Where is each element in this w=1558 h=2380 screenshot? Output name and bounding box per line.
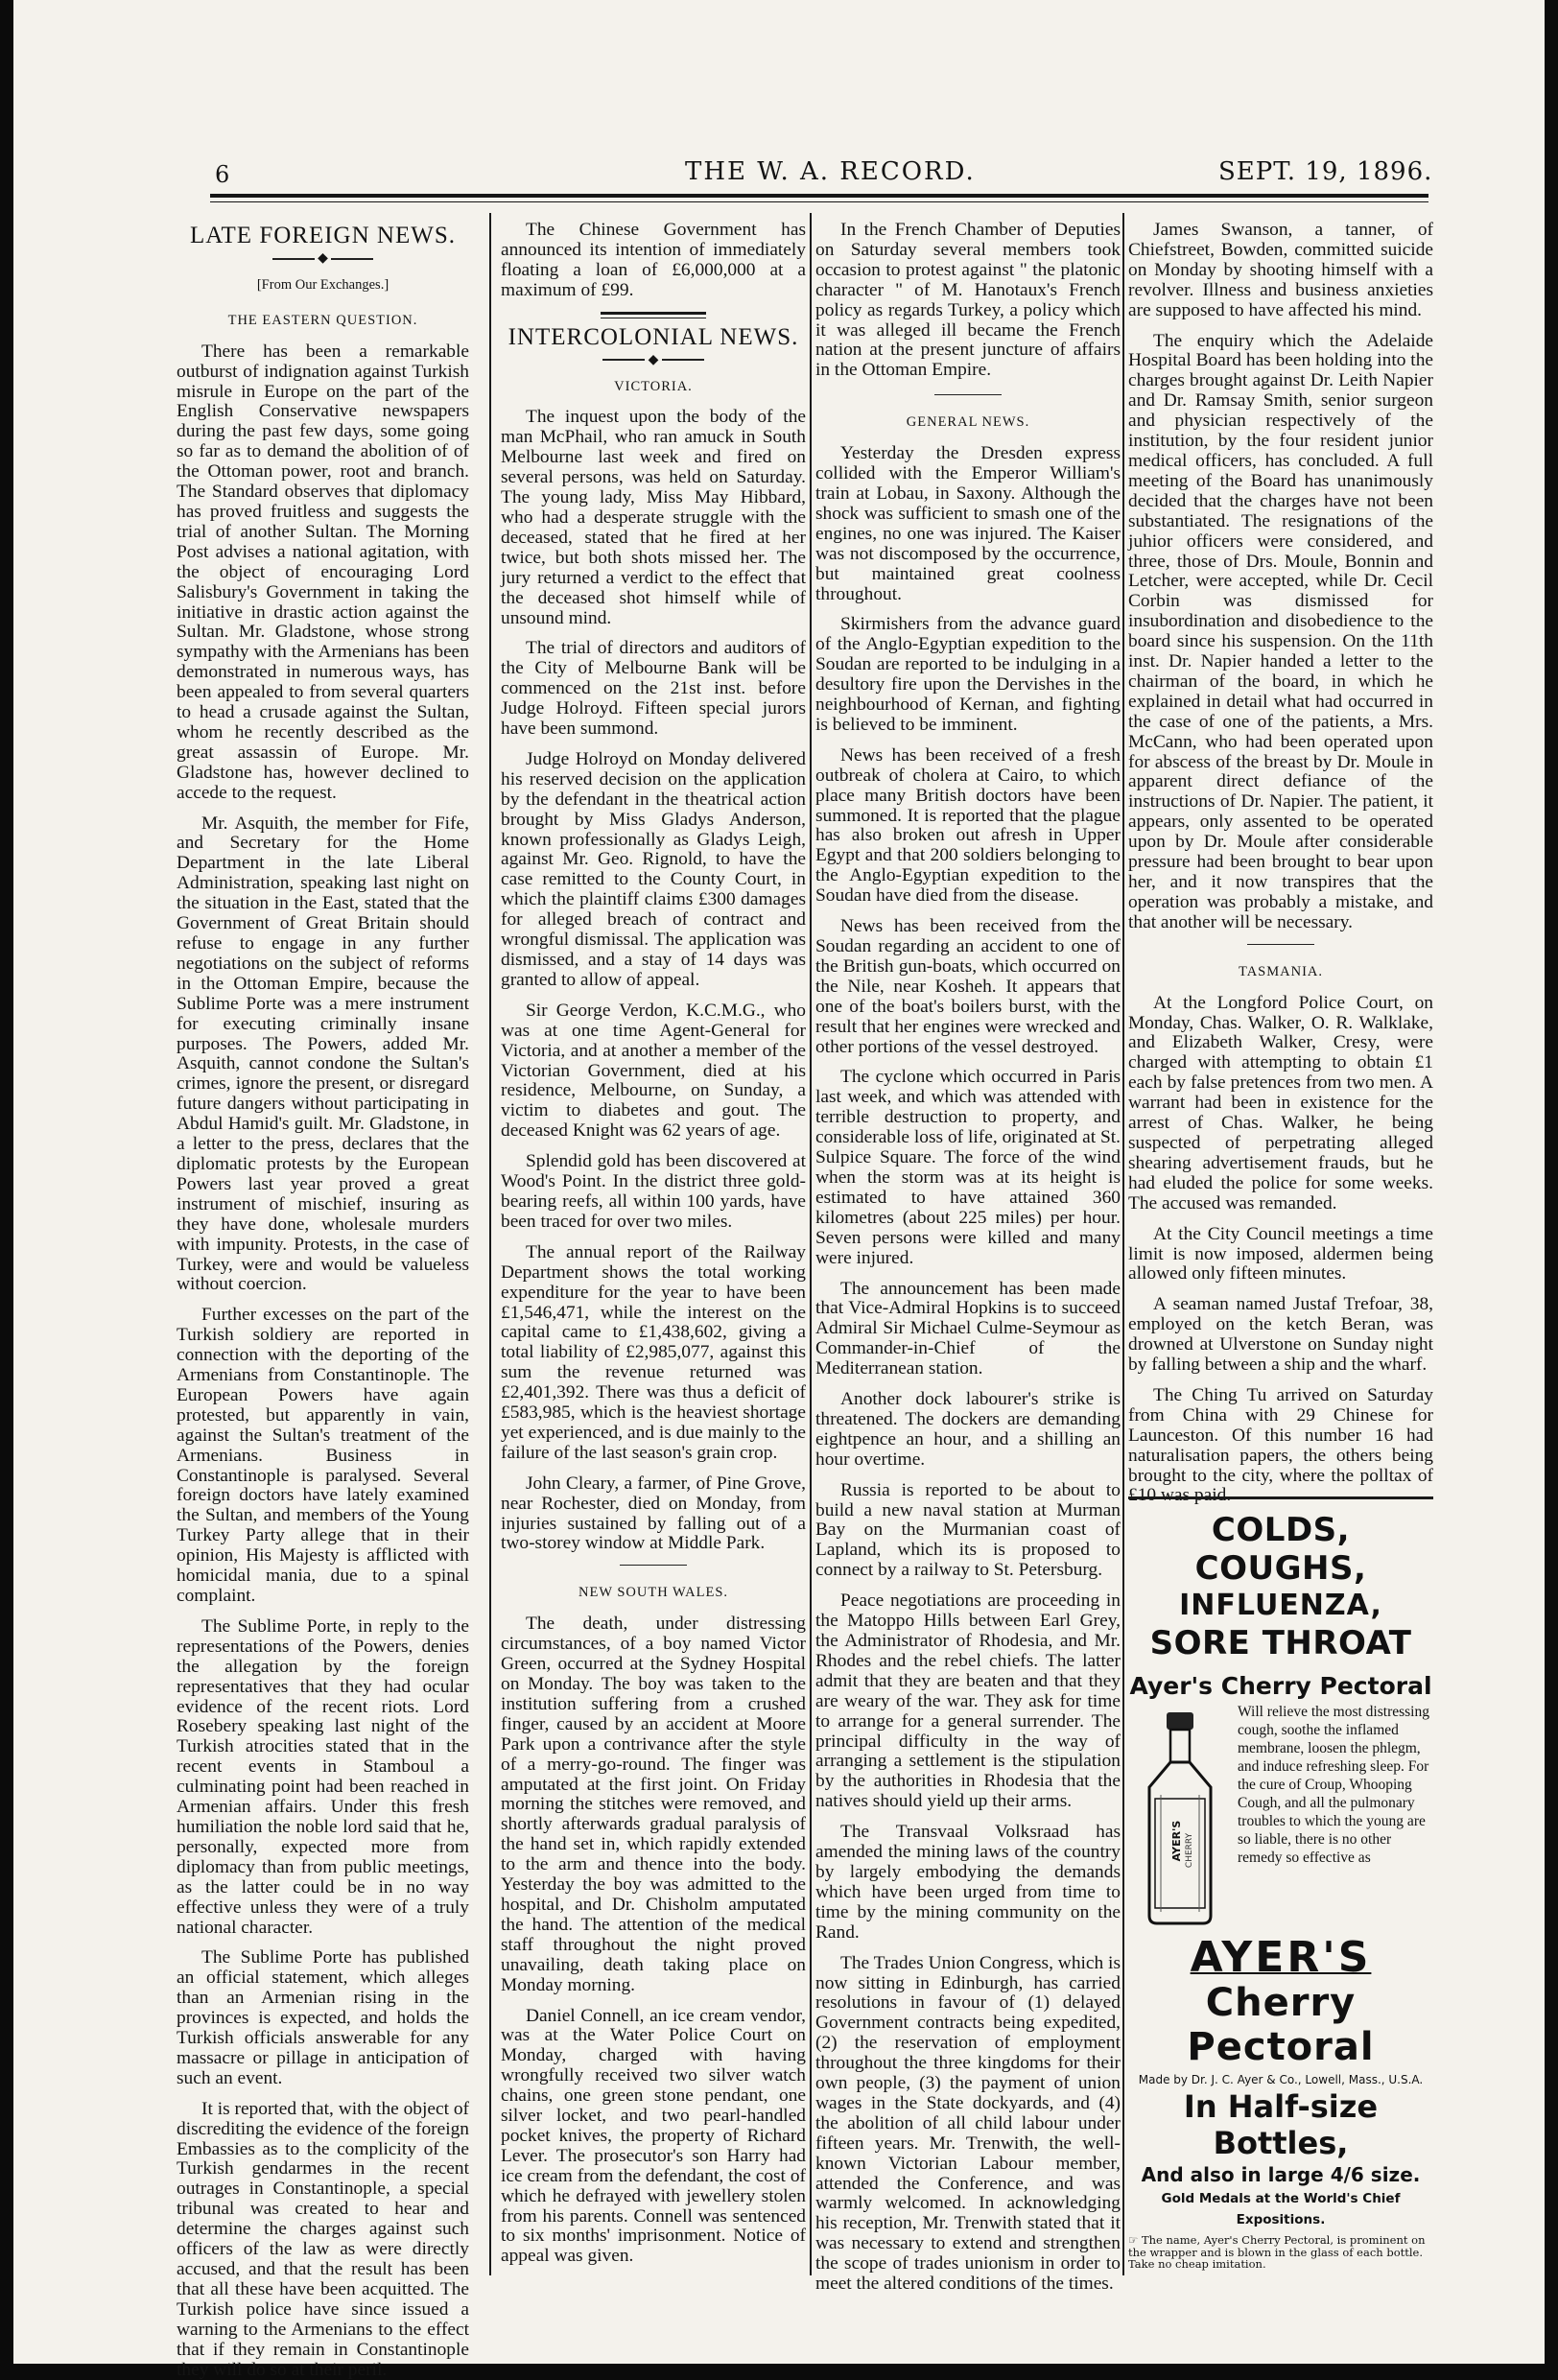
article-paragraph: Skirmishers from the advance guard of the Anglo-Egyptian expedition to the Soudan are reported to be indulging in a desultory fire upon the Dervishes in the neighbourhood of Kernan, and fighting is believed to be imminent. xyxy=(815,614,1121,735)
article-paragraph: In the French Chamber of Deputies on Saturday several members took occasion to protest against " the platonic character " of M. Hanotaux's French policy as regards Turkey, a policy which it was alleged ill became the French nation at the present juncture of affairs in the Ottoman Empire. xyxy=(815,220,1121,381)
bottle-label: CHERRY xyxy=(1185,1832,1194,1869)
article-paragraph: The cyclone which occurred in Paris last week, and which was attended with terrible destruction to property, and considerable loss of life, originated at St. Sulpice Square. The force of the wind when the storm was at its height is estimated to have attained 360 kilometres (about 225 miles) per hour. Seven persons were killed and many were injured. xyxy=(815,1067,1121,1268)
article-paragraph: It is reported that, with the object of discrediting the evidence of the foreign Embassies as to the complicity of the Turkish gendarmes in the recent outrages in Constantinople, a special tribunal was created to hear and determine the charges against such officers of the law as were directly accused, and that the result has been that all these have been acquitted. The Turkish police have since issued a warning to the Armenians to the effect that if they remain in Constantinople they will do so at their peril. xyxy=(177,2098,469,2380)
sub-heading: TASMANIA. xyxy=(1239,963,1323,979)
article-paragraph: Splendid gold has been discovered at Wood's Point. In the district three gold-bearing reefs, all within 100 yards, have been traced for over two miles. xyxy=(501,1151,806,1232)
article-paragraph: The trial of directors and auditors of the City of Melbourne Bank will be commenced on the 21st inst. before Judge Holroyd. Fifteen special jurors have been summond. xyxy=(501,638,806,740)
advert-brand-product: Cherry Pectoral xyxy=(1187,1981,1375,2069)
article-paragraph: The Sublime Porte, in reply to the representations of the Powers, denies the allegation by the foreign representatives that they had ocular evidence of the recent riots. Lord Rosebery speaking last night of the Turkish atrocities stated that in the recent events in Stamboul a culminating point had been reached in Armenian affairs. Under this fresh humiliation the noble lord said that he, personally, expected more from diplomacy than from public meetings, as the latter could be in no way effective unless they were of a truly national character. xyxy=(177,1615,469,1938)
article-paragraph: Yesterday the Dresden express collided with the Emperor William's train at Lobau, in Saxony. Although the shock was sufficient to smash one of the engines, no one was injured. The Kaiser was not discomposed by the occurrence, but maintained great coolness throughout. xyxy=(815,443,1121,604)
sub-heading: VICTORIA. xyxy=(614,378,693,394)
article-paragraph: The Ching Tu arrived on Saturday from China with 29 Chinese for Launceston. Of this number 16 had naturalisation papers, the others being brought to the city, where the polltax of £10 was paid. xyxy=(1128,1384,1433,1506)
article-paragraph: The Sublime Porte has published an official statement, which alleges than an Armenian rising in the provinces is expected, and holds the Turkish officials answerable for any massacre or pillage in anticipation of such an event. xyxy=(177,1947,469,2088)
medicine-bottle-icon xyxy=(1132,1707,1228,1927)
page-number: 6 xyxy=(215,161,230,188)
issue-date: SEPT. 19, 1896. xyxy=(1218,157,1433,186)
short-rule xyxy=(1247,944,1314,945)
article-paragraph: The Chinese Government has announced its intention of immediately floating a loan of £6,000,000 at a maximum of £99. xyxy=(501,220,806,300)
advert-body-text: Will relieve the most distressing cough, soothe the inflamed membrane, loosen the phlegm, and induce refreshing sleep. For the cure of Croup, Whooping Cough, and all the pulmonary troubles to which the young are so liable, there is no other remedy so effective as xyxy=(1238,1704,1429,1866)
sub-heading: NEW SOUTH WALES. xyxy=(578,1585,729,1601)
article-paragraph: The death, under distressing circumstances, of a boy named Victor Green, occurred at the Sydney Hospital on Monday. The boy was taken to the institution suffering from a crushed finger, caused by an accident at Moore Park upon a contrivance after the style of a merry-go-round. The finger was amputated at the first joint. On Friday morning the stitches were removed, and shortly afterwards gradual paralysis of the hand set in, which rapidly extended to the arm and thence into the body. Yesterday the boy was admitted to the hospital, and Dr. Chisholm amputated the hand. The attention of the medical staff throughout the night proved unavailing, death taking place on Monday morning. xyxy=(501,1614,806,1995)
column-foreign-news xyxy=(177,221,469,2380)
advert-size-alt: And also in large 4/6 size. xyxy=(1141,2163,1421,2186)
advert-headline: SORE THROAT xyxy=(1149,1624,1412,1662)
article-paragraph: Peace negotiations are proceeding in the Matoppo Hills between Earl Grey, the Administrator of Rhodesia, and Mr. Rhodes and the rebel chiefs. The latter admit that they are beaten and that they are weary of the war. They ask for time to arrange for a general surrender. The principal difficulty in the way of arranging a settlement is the stipulation by the authorities in Rhodesia that the natives should yield up their arms. xyxy=(815,1591,1121,1812)
article-paragraph: Daniel Connell, an ice cream vendor, was at the Water Police Court on Monday, charged with having wrongfully received two silver watch chains, one green stone pendant, one silver locket, and two pearl-handled pocket knives, the property of Richard Lever. The prosecutor's son Harry had ice cream from the defendant, the cost of which he defrayed with jewellery stolen from his parents. Connell was sentenced to six months' imprisonment. Notice of appeal was given. xyxy=(501,2005,806,2267)
article-paragraph: Sir George Verdon, K.C.M.G., who was at one time Agent-General for Victoria, and at another a member of the Victorian Government, died at his residence, Melbourne, on Sunday, a victim to diabetes and gout. The deceased Knight was 62 years of age. xyxy=(501,1000,806,1142)
article-paragraph: Mr. Asquith, the member for Fife, and Secretary for the Home Department in the late Liberal Administration, speaking last night on the situation in the East, stated that the Government of Great Britain should refuse to engage in any further negotiations on the subject of reforms in the Ottoman Empire, because the Sublime Porte was a mere instrument for executing criminally insane purposes. The Powers, added Mr. Asquith, cannot condone the Sultan's crimes, ignore the present, or disregard future dangers without participating in Abdul Hamid's guilt. Mr. Gladstone, in a letter to the press, declares that the diplomatic protests by the European Powers last year proved a great instrument of mischief, insuring as they have done, wholesale murders with impunity. Protests, in the case of Turkey, were and would be valueless without coercion. xyxy=(177,813,469,1295)
sub-heading: GENERAL NEWS. xyxy=(906,414,1030,431)
article-paragraph: Russia is reported to be about to build a new naval station at Murman Bay on the Murmanian coast of Lapland, which its is proposed to connect by a railway to St. Petersburg. xyxy=(815,1479,1121,1581)
short-rule xyxy=(934,394,1002,395)
article-paragraph: The enquiry which the Adelaide Hospital Board has been holding into the charges brought against Dr. Leith Napier and Dr. Ramsay Smith, senior surgeon and physician respectively of the institution, by the four resident junior medical officers, has concluded. A full meeting of the Board has unanimously decided that the charges have not been substantiated. The resignations of the juhior officers were considered, and three, those of Drs. Moule, Bonnin and Letcher, were accepted, while Dr. Cecil Corbin was dismissed for insubordination and disobedience to the board since his suspension. On the 11th inst. Dr. Napier handed a letter to the chairman of the board, in which he explained in detail what had occurred in the case of one of the patients, a Mrs. McCann, who had been operated upon for abscess of the breast by Dr. Moule in apparent direct defiance of the instructions of Dr. Napier. The patient, it appears, only assented to be operated upon by Dr. Moule after considerable pressure had been brought to bear upon her, and it now transpires that the operation was probably a mistake, and that another will be necessary. xyxy=(1128,330,1433,932)
column-general-news xyxy=(815,221,1121,2321)
column-south-australia-tasmania xyxy=(1128,220,1433,1506)
article-paragraph: News has been received from the Soudan regarding an accident to one of the British gun-boats, which occurred on the Nile, near Kosheh. It appears that one of the boat's boilers burst, with the result that her engines were wrecked and other portions of the vessel destroyed. xyxy=(815,916,1121,1057)
article-paragraph: Judge Holroyd on Monday delivered his reserved decision on the application by the defendant in the theatrical action brought by Miss Gladys Anderson, known professionally as Gladys Leigh, against Mr. Geo. Rignold, to have the case remitted to the County Court, in which the plaintiff claims £300 damages for alleged breach of contract and wrongful dismissal. The application was dismissed, and a stay of 14 days was granted to allow of appeal. xyxy=(501,748,806,990)
column-rule xyxy=(1122,213,1124,2275)
column-intercolonial-news xyxy=(501,221,806,2321)
article-paragraph: A seaman named Justaf Trefoar, 38, employed on the ketch Beran, was drowned at Ulverstone on Sunday night by falling between a ship and the wharf. xyxy=(1128,1294,1433,1376)
masthead-rule xyxy=(210,194,1428,202)
column-rule xyxy=(810,213,812,2275)
article-paragraph: At the City Council meetings a time limit is now imposed, aldermen being allowed only fifteen minutes. xyxy=(1128,1223,1433,1284)
source-note: [From Our Exchanges.] xyxy=(256,276,390,293)
article-paragraph: News has been received of a fresh outbreak of cholera at Cairo, to which place many British doctors have been summoned. It is reported that the plague has also broken out afresh in Upper Egypt and that 200 soldiers belonging to the Anglo-Egyptian expedition to the Soudan have died from the disease. xyxy=(815,744,1121,907)
ornament-divider: ◆ xyxy=(177,252,469,266)
column-rule xyxy=(489,213,491,2275)
short-rule xyxy=(620,1565,687,1566)
article-paragraph: The Transvaal Volksraad has amended the mining laws of the country by largely embodying the demands which have been urged from time to time by the mining community on the Rand. xyxy=(815,1822,1121,1943)
advert-top-rule xyxy=(1128,1496,1433,1499)
section-heading: LATE FOREIGN NEWS. xyxy=(189,223,456,248)
advert-headline: INFLUENZA, xyxy=(1179,1589,1382,1622)
article-paragraph: James Swanson, a tanner, of Chiefstreet, Bowden, committed suicide on Monday by shooting himself with a revolver. Illness and business anxieties are supposed to have affected his mind. xyxy=(1128,220,1433,320)
sub-heading: THE EASTERN QUESTION. xyxy=(227,312,418,328)
bottle-label: AYER'S xyxy=(1170,1820,1183,1862)
double-rule xyxy=(601,312,706,318)
advert-ayers-cherry-pectoral xyxy=(1128,1511,1433,2271)
advert-size: In Half-size Bottles, xyxy=(1183,2088,1379,2161)
article-paragraph: Another dock labourer's strike is threatened. The dockers are demanding eightpence an hour, and a shilling an hour overtime. xyxy=(815,1389,1121,1470)
advert-product-name: Ayer's Cherry Pectoral xyxy=(1129,1672,1432,1700)
ornament-divider: ◆ xyxy=(501,354,806,367)
article-paragraph: There has been a remarkable outburst of indignation against Turkish misrule in Europe on the part of the English Conservative newspapers during the past few days, some going so far as to demand the abolition of of the Ottoman power, root and branch. The Standard observes that diplomacy has proved fruitless and suggests the trial of another Sultan. The Morning Post advises a national agitation, with the object of encouraging Lord Salisbury's Government in taking the initiative in drastic action against the Sultan. Mr. Gladstone, whose strong sympathy with the Armenians has been demonstrated in numerous ways, has been appealed to from several quarters to head a crusade against the Sultan, whom he recently described as the great assassin of Europe. Mr. Gladstone has, however declined to accede to the request. xyxy=(177,341,469,803)
article-paragraph: John Cleary, a farmer, of Pine Grove, near Rochester, died on Monday, from injuries sustained by falling out of a two-storey window at Middle Park. xyxy=(501,1473,806,1554)
advert-medals: Gold Medals at the World's Chief Expositions. xyxy=(1161,2191,1401,2227)
advert-fine-print: ☞ The name, Ayer's Cherry Pectoral, is prominent on the wrapper and is blown in the glass of each bottle. Take no cheap imitation. xyxy=(1128,2233,1426,2271)
advert-headline: COLDS, COUGHS, xyxy=(1194,1511,1367,1588)
advert-brand: AYER'S xyxy=(1190,1933,1372,1982)
article-paragraph: The Trades Union Congress, which is now sitting in Edinburgh, has carried resolutions in favour of (1) delayed Government contracts being expedited, (2) the reservation of employment throughout the three kingdoms for their own people, (3) the payment of union wages in the State dockyards, and (4) the abolition of all child labour under fifteen years. Mr. Trenwith, the well-known Victorian Labour member, attended the Conference, and was warmly welcomed. In acknowledging his reception, Mr. Trenwith stated that it was necessary to extend and strengthen the scope of trades unionism in order to meet the altered conditions of the times. xyxy=(815,1952,1121,2295)
article-paragraph: The announcement has been made that Vice-Admiral Hopkins is to succeed Admiral Sir Michael Culme-Seymour as Commander-in-Chief of the Mediterranean station. xyxy=(815,1278,1121,1379)
advert-maker: Made by Dr. J. C. Ayer & Co., Lowell, Mass., U.S.A. xyxy=(1138,2073,1424,2086)
article-paragraph: At the Longford Police Court, on Monday, Chas. Walker, O. R. Walklake, and Elizabeth Walker, Cresy, were charged with attempting to obtain £1 each by false pretences from two men. A warrant had been in existence for the arrest of Chas. Walker, he being suspected of perpetrating alleged shearing advertisement frauds, but he had eluded the police for some weeks. The accused was remanded. xyxy=(1128,992,1433,1214)
article-paragraph: Further excesses on the part of the Turkish soldiery are reported in connection with the deporting of the Armenians from Constantinople. The European Powers have again protested, but apparently in vain, against the Sultan's treatment of the Armenians. Business in Constantinople is paralysed. Several foreign doctors have lately examined the Sultan, and members of the Young Turkey Party allege that in their opinion, His Majesty is afflicted with homicidal mania, due to a spinal complaint. xyxy=(177,1305,469,1606)
article-paragraph: The inquest upon the body of the man McPhail, who ran amuck in South Melbourne last week and fired on several persons, was held on Saturday. The young lady, Miss May Hibbard, who had a desperate struggle with the deceased, stated that he fired at her twice, but both shots missed her. The jury returned a verdict to the effect that the deceased shot himself while of unsound mind. xyxy=(501,407,806,628)
section-heading: INTERCOLONIAL NEWS. xyxy=(508,323,799,350)
article-paragraph: The annual report of the Railway Department shows the total working expenditure for the year to have been £1,546,471, while the interest on the capital came to £1,438,602, giving a total liability of £2,985,077, against this sum the revenue returned was £2,401,392. There was thus a deficit of £583,985, which is the heaviest shortage yet experienced, and is due mainly to the failure of the last season's grain crop. xyxy=(501,1241,806,1463)
masthead-title: THE W. A. RECORD. xyxy=(685,157,976,186)
newspaper-page xyxy=(13,0,1545,2380)
